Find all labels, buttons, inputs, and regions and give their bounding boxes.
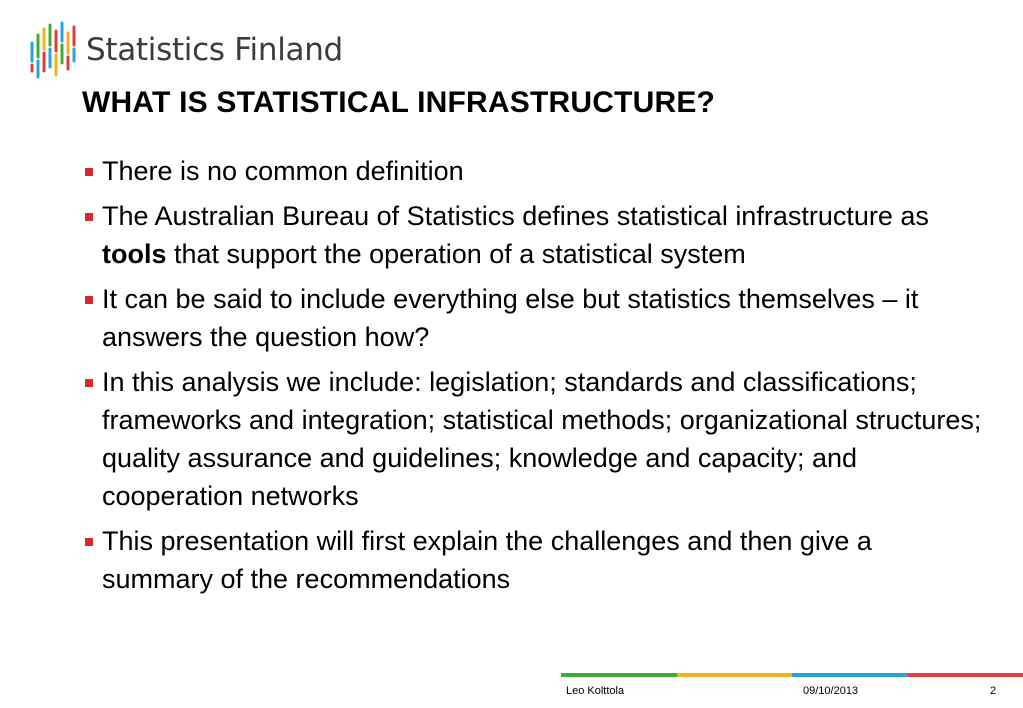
square-bullet-icon bbox=[85, 213, 93, 221]
bullet-text-pre: The Australian Bureau of Statistics defines statistical infrastructure as bbox=[102, 201, 929, 231]
logo-text: Statistics Finland bbox=[86, 32, 343, 68]
footer-date: 09/10/2013 bbox=[803, 685, 859, 697]
statistics-finland-logo bbox=[28, 18, 343, 82]
footer-bar-segment-yellow bbox=[677, 673, 793, 677]
statistics-finland-logo-mark-icon bbox=[28, 21, 78, 79]
bullet-text: There is no common definition bbox=[102, 156, 464, 186]
square-bullet-icon bbox=[85, 168, 93, 176]
square-bullet-icon bbox=[85, 538, 93, 546]
footer-bar-segment-red bbox=[908, 673, 1023, 677]
footer-bar-segment-blue bbox=[792, 673, 908, 677]
square-bullet-icon bbox=[85, 296, 93, 304]
bullet-item bbox=[82, 152, 982, 190]
bullet-item bbox=[82, 522, 982, 598]
bullet-text-bold: tools bbox=[102, 239, 167, 269]
square-bullet-icon bbox=[85, 379, 93, 387]
footer-color-bar bbox=[561, 673, 1023, 677]
bullet-text: This presentation will first explain the challenges and then give a summary of the recommendations bbox=[102, 526, 872, 594]
bullet-text: It can be said to include everything else but statistics themselves – it answers the question how? bbox=[102, 284, 919, 352]
footer-page-number: 2 bbox=[990, 685, 997, 697]
bullet-item bbox=[82, 363, 982, 515]
footer-bar-segment-green bbox=[561, 673, 677, 677]
bullet-list bbox=[82, 152, 982, 605]
footer-author: Leo Kolttola bbox=[566, 685, 625, 697]
bullet-text-post: that support the operation of a statistical system bbox=[166, 239, 746, 269]
bullet-item bbox=[82, 280, 982, 356]
bullet-text: In this analysis we include: legislation; standards and classifications; frameworks and integration; statistical methods; organizational structures; quality assurance and guidelines; knowledge and capacity; and cooperation networks bbox=[102, 367, 982, 511]
slide-title: WHAT IS STATISTICAL INFRASTRUCTURE? bbox=[82, 86, 716, 119]
bullet-item bbox=[82, 197, 982, 273]
